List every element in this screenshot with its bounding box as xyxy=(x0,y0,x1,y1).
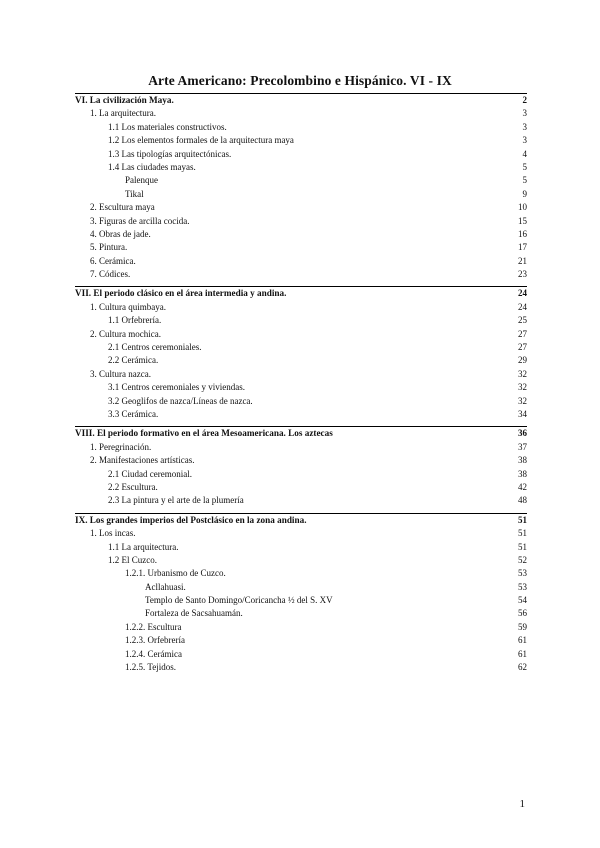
toc-entry-page: 61 xyxy=(518,648,527,659)
toc-entry-title: 4. Obras de jade. xyxy=(90,228,151,239)
toc-entry-page: 38 xyxy=(518,455,527,466)
toc-entry xyxy=(75,121,527,134)
toc-entry-page: 5 xyxy=(522,161,527,172)
toc-entry-title: 1.2.2. Escultura xyxy=(125,621,182,632)
toc-entry-title: 1.2.5. Tejidos. xyxy=(125,662,176,673)
toc-entry-title: 3.1 Centros ceremoniales y viviendas. xyxy=(108,382,245,393)
toc-entry xyxy=(75,594,527,607)
toc-entry-title: Fortaleza de Sacsahuamán. xyxy=(145,608,243,619)
table-of-contents xyxy=(75,93,527,674)
toc-entry xyxy=(75,201,527,214)
toc-entry-title: VII. El periodo clásico en el área intermedia y andina. xyxy=(75,288,287,299)
toc-entry-page: 25 xyxy=(518,315,527,326)
toc-entry-title: 1. Cultura quimbaya. xyxy=(90,301,166,312)
toc-entry xyxy=(75,188,527,201)
toc-entry xyxy=(75,661,527,674)
toc-section xyxy=(75,286,527,421)
toc-entry-title: 1.3 Las tipologías arquitectónicas. xyxy=(108,148,232,159)
toc-entry-page: 15 xyxy=(518,215,527,226)
toc-entry-title: 3.2 Geoglifos de nazca/Líneas de nazca. xyxy=(108,395,253,406)
toc-entry-title: 1.4 Las ciudades mayas. xyxy=(108,161,196,172)
toc-entry xyxy=(75,148,527,161)
toc-entry xyxy=(75,255,527,268)
toc-entry xyxy=(75,314,527,327)
toc-entry-title: 1. Peregrinación. xyxy=(90,441,152,452)
toc-entry-title: Palenque xyxy=(125,175,158,186)
toc-entry-title: 2. Manifestaciones artísticas. xyxy=(90,455,195,466)
toc-entry xyxy=(75,481,527,494)
toc-entry xyxy=(75,215,527,228)
toc-entry-page: 62 xyxy=(518,662,527,673)
toc-entry-page: 10 xyxy=(518,202,527,213)
toc-entry-page: 21 xyxy=(518,255,527,266)
toc-entry-title: 2.1 Centros ceremoniales. xyxy=(108,342,202,353)
toc-entry xyxy=(75,301,527,314)
toc-entry-title: Acllahuasi. xyxy=(145,581,186,592)
toc-entry xyxy=(75,634,527,647)
toc-entry xyxy=(75,554,527,567)
document-title: Arte Americano: Precolombino e Hispánico. VI - IX xyxy=(148,73,452,88)
toc-entry xyxy=(75,494,527,507)
toc-entry-page: 34 xyxy=(518,408,527,419)
toc-entry-title: 1. Los incas. xyxy=(90,528,136,539)
toc-entry-title: 2.1 Ciudad ceremonial. xyxy=(108,468,192,479)
toc-entry-page: 32 xyxy=(518,382,527,393)
toc-entry xyxy=(75,341,527,354)
toc-entry-page: 52 xyxy=(518,554,527,565)
toc-entry-title: 6. Cerámica. xyxy=(90,255,136,266)
toc-entry xyxy=(75,408,527,421)
toc-entry-page: 3 xyxy=(522,121,527,132)
toc-entry-page: 51 xyxy=(518,528,527,539)
toc-entry xyxy=(75,395,527,408)
toc-entry-title: 2.3 La pintura y el arte de la plumería xyxy=(108,495,244,506)
toc-entry xyxy=(75,541,527,554)
toc-entry-page: 16 xyxy=(518,228,527,239)
toc-entry-title: 1.2.4. Cerámica xyxy=(125,648,182,659)
toc-entry-page: 36 xyxy=(518,428,527,439)
toc-entry-title: 2.2 Cerámica. xyxy=(108,355,159,366)
toc-entry-page: 3 xyxy=(522,108,527,119)
toc-entry-title: 2. Cultura mochica. xyxy=(90,328,161,339)
toc-entry xyxy=(75,328,527,341)
toc-entry-page: 32 xyxy=(518,368,527,379)
toc-entry-page: 54 xyxy=(518,595,527,606)
toc-entry xyxy=(75,368,527,381)
toc-section xyxy=(75,93,527,281)
toc-entry xyxy=(75,107,527,120)
toc-entry-page: 59 xyxy=(518,621,527,632)
toc-entry-page: 24 xyxy=(518,301,527,312)
toc-chapter-heading xyxy=(75,94,527,107)
toc-chapter-heading xyxy=(75,287,527,300)
toc-entry-title: 3. Figuras de arcilla cocida. xyxy=(90,215,190,226)
toc-entry xyxy=(75,567,527,580)
toc-entry-page: 48 xyxy=(518,495,527,506)
toc-entry-title: 1.1 La arquitectura. xyxy=(108,541,179,552)
toc-entry-page: 23 xyxy=(518,269,527,280)
toc-entry-page: 27 xyxy=(518,342,527,353)
toc-entry-title: 1. La arquitectura. xyxy=(90,108,156,119)
toc-entry-page: 2 xyxy=(522,95,527,105)
toc-entry xyxy=(75,354,527,367)
toc-entry-title: 5. Pintura. xyxy=(90,242,128,253)
toc-entry xyxy=(75,454,527,467)
toc-entry xyxy=(75,174,527,187)
toc-chapter-heading xyxy=(75,514,527,527)
toc-entry xyxy=(75,621,527,634)
toc-entry xyxy=(75,468,527,481)
toc-chapter-heading xyxy=(75,427,527,440)
toc-entry-title: 1.2.3. Orfebrería xyxy=(125,635,185,646)
toc-entry-title: 1.2 Los elementos formales de la arquitectura maya xyxy=(108,135,294,146)
toc-entry-page: 53 xyxy=(518,568,527,579)
toc-entry xyxy=(75,527,527,540)
toc-entry xyxy=(75,381,527,394)
toc-entry-title: 2.2 Escultura. xyxy=(108,481,158,492)
toc-entry-title: 1.2 El Cuzco. xyxy=(108,554,157,565)
toc-section xyxy=(75,426,527,507)
page-number: 1 xyxy=(519,798,525,810)
toc-entry-title: VI. La civilización Maya. xyxy=(75,95,174,105)
toc-entry-page: 29 xyxy=(518,355,527,366)
toc-entry xyxy=(75,648,527,661)
toc-entry-page: 4 xyxy=(522,148,527,159)
toc-entry-page: 37 xyxy=(518,441,527,452)
toc-entry-page: 32 xyxy=(518,395,527,406)
toc-entry-title: 1.2.1. Urbanismo de Cuzco. xyxy=(125,568,226,579)
toc-entry xyxy=(75,268,527,281)
toc-entry xyxy=(75,241,527,254)
toc-entry-title: 3.3 Cerámica. xyxy=(108,408,159,419)
toc-entry-page: 24 xyxy=(518,288,527,299)
toc-entry-page: 56 xyxy=(518,608,527,619)
toc-entry-page: 9 xyxy=(522,188,527,199)
toc-entry-title: VIII. El periodo formativo en el área Mesoamericana. Los aztecas xyxy=(75,428,333,439)
toc-entry-page: 5 xyxy=(522,175,527,186)
toc-entry-page: 53 xyxy=(518,581,527,592)
toc-entry-page: 42 xyxy=(518,481,527,492)
toc-entry xyxy=(75,161,527,174)
toc-entry-page: 61 xyxy=(518,635,527,646)
toc-entry xyxy=(75,228,527,241)
toc-entry-page: 17 xyxy=(518,242,527,253)
toc-entry xyxy=(75,441,527,454)
toc-entry-title: 3. Cultura nazca. xyxy=(90,368,151,379)
toc-entry-title: 2. Escultura maya xyxy=(90,202,155,213)
toc-entry-title: 1.1 Los materiales constructivos. xyxy=(108,121,227,132)
toc-entry xyxy=(75,134,527,147)
toc-entry-page: 3 xyxy=(522,135,527,146)
toc-entry xyxy=(75,607,527,620)
toc-entry-title: 7. Códices. xyxy=(90,269,131,280)
toc-entry-page: 27 xyxy=(518,328,527,339)
toc-entry-page: 51 xyxy=(518,541,527,552)
toc-entry-title: 1.1 Orfebrería. xyxy=(108,315,162,326)
toc-entry-title: Tikal xyxy=(125,188,144,199)
toc-entry-title: Templo de Santo Domingo/Coricancha ½ del S. XV xyxy=(145,595,333,606)
toc-entry-title: IX. Los grandes imperios del Postclásico en la zona andina. xyxy=(75,514,307,525)
toc-entry-page: 38 xyxy=(518,468,527,479)
toc-entry xyxy=(75,581,527,594)
toc-section xyxy=(75,513,527,675)
toc-entry-page: 51 xyxy=(518,514,527,525)
